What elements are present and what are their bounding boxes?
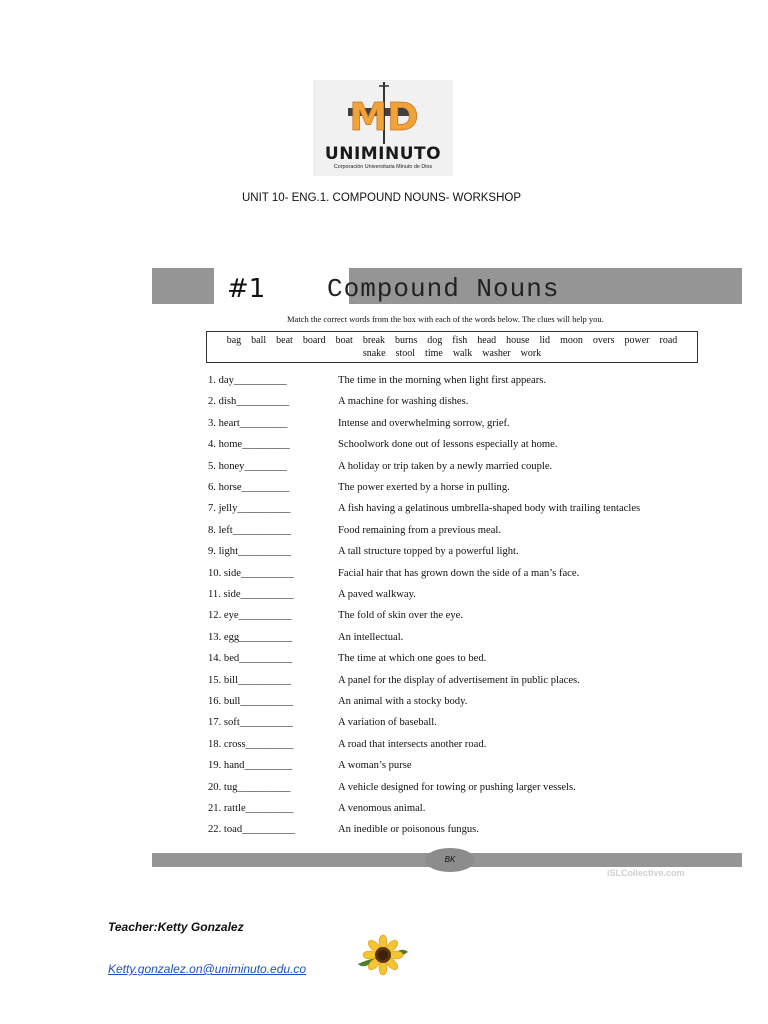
list-item [152,717,742,738]
item-clue: 22. toad__________ [208,824,296,836]
item-clue: 20. tug__________ [208,781,291,793]
word-bank-item: ball [251,335,267,346]
item-clue: 3. heart_________ [208,417,288,429]
list-item [152,568,742,589]
footer-badge: BK [425,848,475,872]
item-definition: A venomous animal. [338,803,426,814]
word-bank-item: moon [560,335,583,346]
word-bank-item: break [362,335,386,346]
list-item [152,525,742,546]
item-clue: 21. rattle_________ [208,803,294,814]
list-item [152,418,742,439]
list-item [152,589,742,610]
word-bank-item: snake [362,347,386,359]
word-bank-item: work [520,347,542,359]
worksheet-title: Compound Nouns [327,274,560,304]
watermark: iSLCollective.com [607,868,685,878]
list-item [152,610,742,631]
word-bank-item: lid [539,335,551,346]
word-bank-item: beat [276,335,293,346]
item-definition: Food remaining from a previous meal. [338,524,501,536]
list-item [152,503,742,524]
word-bank-item: bag [226,335,242,346]
item-clue: 6. horse_________ [208,482,290,493]
item-clue: 18. cross_________ [208,738,294,750]
list-item [152,696,742,717]
item-clue: 12. eye__________ [208,610,292,622]
item-clue: 2. dish__________ [208,396,290,408]
item-clue: 8. left___________ [208,524,291,536]
email-link[interactable]: Ketty.gonzalez.on@uniminuto.edu.co [108,962,307,976]
document-title: UNIT 10- ENG.1. COMPOUND NOUNS- WORKSHOP [242,192,522,204]
item-definition: The power exerted by a horse in pulling. [338,482,510,493]
item-definition: A tall structure topped by a powerful light. [338,546,519,558]
item-definition: An animal with a stocky body. [338,696,468,707]
word-bank-item: boat [335,335,353,346]
word-bank-item: overs [592,335,615,346]
uniminuto-logo-icon [333,82,433,144]
uniminuto-logo [313,80,453,176]
list-item [152,375,742,396]
item-definition: A fish having a gelatinous umbrella-shaped body with trailing tentacles [338,503,641,515]
teacher-name: Teacher:Ketty Gonzalez [108,920,244,934]
word-bank-item: burns [395,335,418,346]
list-item [152,803,742,824]
word-bank-item: washer [482,347,511,359]
item-definition: Intense and overwhelming sorrow, grief. [338,417,510,429]
item-definition: A machine for washing dishes. [338,396,469,408]
word-bank-item: time [425,347,443,359]
word-bank-item: head [477,335,497,346]
item-definition: Schoolwork done out of lessons especially at home. [338,439,558,451]
word-bank-item: stool [395,347,416,359]
item-definition: The time at which one goes to bed. [338,653,487,665]
word-bank [206,331,698,363]
item-clue: 19. hand_________ [208,760,293,772]
list-item [152,546,742,567]
list-item [152,675,742,696]
item-clue: 9. light__________ [208,546,291,558]
word-bank-item: power [624,335,650,346]
word-bank-item: fish [452,335,468,346]
word-bank-item: house [506,335,530,346]
list-item [152,739,742,760]
item-clue: 17. soft__________ [208,717,293,729]
logo-name: UNIMINUTO [324,144,442,164]
worksheet-number: #1 [227,274,266,304]
list-item [152,653,742,674]
item-definition: An inedible or poisonous fungus. [338,824,479,836]
list-item [152,461,742,482]
item-definition: Facial hair that has grown down the side of a man’s face. [338,567,580,579]
list-item [152,824,742,845]
item-clue: 15. bill__________ [208,674,291,686]
list-item [152,396,742,417]
word-bank-item: road [659,335,678,346]
list-item [152,632,742,653]
worksheet [152,268,742,878]
item-clue: 13. egg__________ [208,631,293,643]
list-item [152,760,742,781]
logo-initials: MD [349,95,419,139]
item-clue: 5. honey________ [208,460,287,472]
item-definition: The time in the morning when light first appears. [338,375,547,386]
item-definition: A variation of baseball. [338,717,437,729]
item-definition: A woman’s purse [338,760,412,772]
logo-subtitle: Corporación Universitaria Minuto de Dios [333,164,433,170]
word-bank-item: dog [427,335,443,346]
sunflower-icon [356,934,410,976]
item-clue: 14. bed__________ [208,653,293,665]
item-clue: 7. jelly__________ [208,503,291,515]
item-definition: A vehicle designed for towing or pushing larger vessels. [338,781,576,793]
item-definition: A road that intersects another road. [338,738,487,750]
item-clue: 16. bull__________ [208,696,294,707]
word-bank-item: walk [452,347,473,359]
item-definition: A holiday or trip taken by a newly married couple. [338,460,553,472]
item-definition: An intellectual. [338,631,404,643]
list-item [152,482,742,503]
item-clue: 1. day__________ [208,375,287,386]
item-definition: A paved walkway. [338,589,416,600]
list-item [152,439,742,460]
worksheet-instructions: Match the correct words from the box with each of the words below. The clues will help you. [287,314,604,324]
item-clue: 10. side__________ [208,567,294,579]
item-definition: The fold of skin over the eye. [338,610,464,622]
item-definition: A panel for the display of advertisement in public places. [338,674,580,686]
list-item [152,782,742,803]
item-clue: 4. home_________ [208,439,290,451]
item-clue: 11. side__________ [208,589,294,600]
word-bank-item: board [302,335,326,346]
